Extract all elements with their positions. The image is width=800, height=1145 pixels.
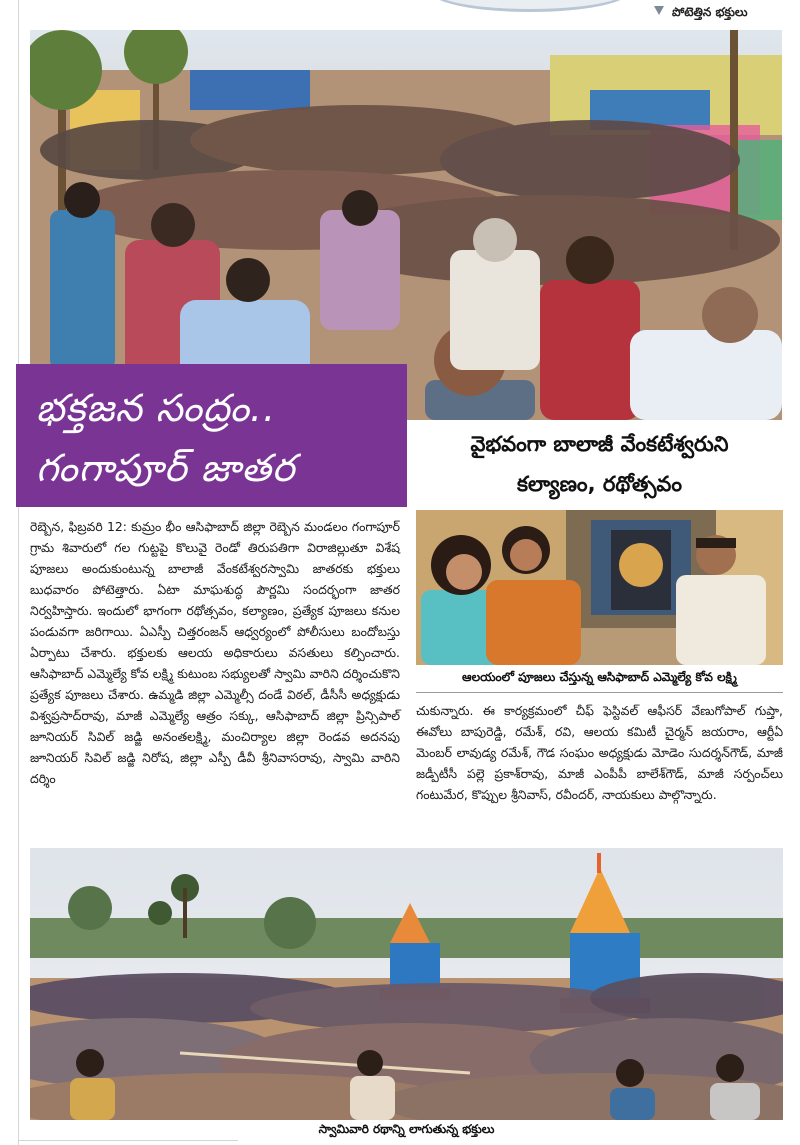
caption-divider	[416, 692, 783, 693]
headline-line-1: భక్తజన సంద్రం..	[36, 386, 277, 430]
chariot-photo-caption: స్వామివారి రథాన్ని లాగుతున్న భక్తులు	[318, 1122, 495, 1136]
article-body-left: రెబ్బెన, ఫిబ్రవరి 12: కుమ్రం భీం ఆసిఫాబాద్ జిల్లా రెబ్బెన మండలం గంగాపూర్ గ్రామ శివారులో గల గుట్టపై కొలువై రెండో తిరుపతిగా విరాజిల్లుతూ విశేష పూజలు అందుకుంటున్న బాలాజీ వేంకటేశ్వరస్వామి జాతరకు భక్తులు బుధవారం పోటెత్తారు. ఏటా మాఘశుద్ధ పౌర్ణమి సందర్భంగా జాతర నిర్వహిస్తారు. ఇందులో భాగంగా రథోత్సవం, కల్యాణం, ప్రత్యేక పూజలు కనుల పండువగా జరిగాయి. ఏఎస్పీ చిత్తరంజన్ ఆధ్వర్యంలో పోలీసులు బందోబస్తు ఏర్పాటు చేశారు. భక్తులకు ఆలయ అధికారులు వసతులు కల్పించారు. ఆసిఫాబాద్ ఎమ్మెల్యే కోవ లక్ష్మి కుటుంబ సభ్యులతో స్వామి వారిని దర్శించుకొని ప్రత్యేక పూజలు చేశారు. ఉమ్మడి జిల్లా ఎమ్మెల్సీ దండే విఠల్, డీసీసీ అధ్యక్షుడు విశ్వప్రసాద్‌రావు, మాజీ ఎమ్మెల్యే ఆత్రం సక్కు, ఆసిఫాబాద్ జిల్లా ప్రిన్సిపాల్ జూనియర్ సివిల్ జడ్జి అనంతలక్ష్మి, మంచిర్యాల జిల్లా రెండవ అదనపు జూనియర్ సివిల్ జడ్జి నిరోష, జిల్లా ఎస్పీ డీవీ శ్రీనివాసరావు, స్వామి వారిని దర్శిం	[30, 519, 400, 786]
subheadline-line-2: కల్యాణం, రథోత్సవం	[517, 472, 682, 496]
headline-line-2: గంగాపూర్ జాతర	[36, 446, 296, 490]
subheadline-line-1: వైభవంగా బాలాజీ వేంకటేశ్వరుని	[470, 432, 729, 456]
bottom-frame-line	[18, 1140, 238, 1141]
crowd-photo	[30, 30, 782, 420]
subheadline	[416, 424, 783, 504]
caption-pointer-icon	[654, 6, 664, 15]
column-frame-line	[18, 0, 19, 1145]
chariot-festival-photo	[30, 848, 783, 1120]
article-body-right: చుకున్నారు. ఈ కార్యక్రమంలో చీఫ్ ఫెస్టివల్ ఆఫీసర్ వేణుగోపాల్ గుప్తా, ఈవోలు బాపురెడ్డి, రమేశ్, రవి, ఆలయ కమిటీ చైర్మన్ జయరాం, ఆర్టీఏ మెంబర్ లావుడ్య రమేశ్, గౌడ సంఘం అధ్యక్షుడు మోడెం సుదర్శన్‌గౌడ్, మాజీ జడ్పీటీసీ పల్లె ప్రకాశ్‌రావు, మాజీ ఎంపీపీ బాలేశ్‌గౌడ్, మాజీ సర్పంచ్‌లు గంటుమేర, కొప్పుల శ్రీనివాస్, రవీందర్, నాయకులు పాల్గొన్నారు.	[416, 703, 783, 802]
previous-story-graphic	[430, 0, 630, 12]
headline-box	[16, 364, 407, 507]
temple-photo	[416, 510, 783, 665]
previous-photo-caption: పోటెత్తిన భక్తులు	[672, 5, 748, 19]
top-strip	[0, 0, 800, 28]
temple-photo-caption: ఆలయంలో పూజలు చేస్తున్న ఆసిఫాబాద్ ఎమ్మెల్యే కోవ లక్ష్మి	[462, 670, 737, 684]
